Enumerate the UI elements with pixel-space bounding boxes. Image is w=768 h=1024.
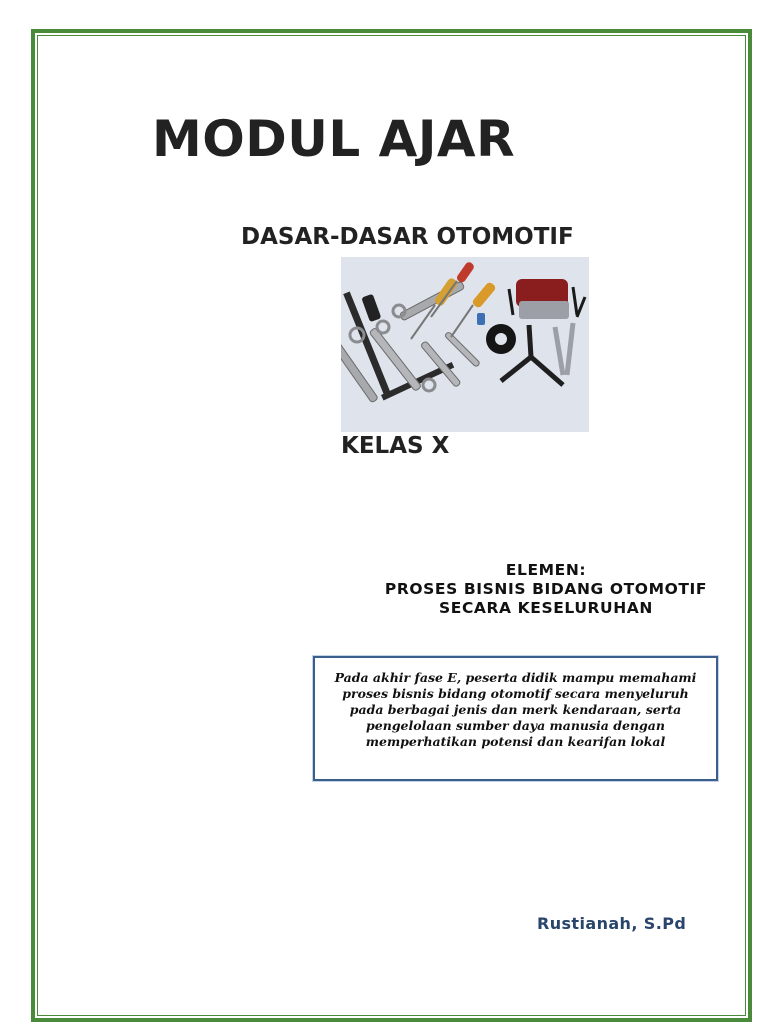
element-heading: ELEMEN:: [505, 561, 587, 579]
automotive-tools-photo: [341, 257, 589, 432]
module-title: MODUL AJAR: [152, 110, 516, 168]
element-line-1: PROSES BISNIS BIDANG OTOMOTIF: [384, 580, 708, 598]
description-box: [313, 656, 718, 781]
subject-title: DASAR-DASAR OTOMOTIF: [241, 224, 574, 250]
element-line-2: SECARA KESELURUHAN: [439, 599, 653, 617]
page-border-inner: [37, 35, 746, 1016]
description-text: Pada akhir fase E, peserta didik mampu memahami proses bisnis bidang otomotif secara menyeluruh pada berbagai jenis dan merk kendaraan, serta pengelolaan sumber daya manusia dengan memperhatikan potensi dan kearifan lokal: [334, 670, 697, 749]
author-name: Rustianah, S.Pd: [537, 914, 687, 933]
class-label: KELAS X: [341, 433, 450, 459]
element-heading-block: [346, 561, 746, 618]
